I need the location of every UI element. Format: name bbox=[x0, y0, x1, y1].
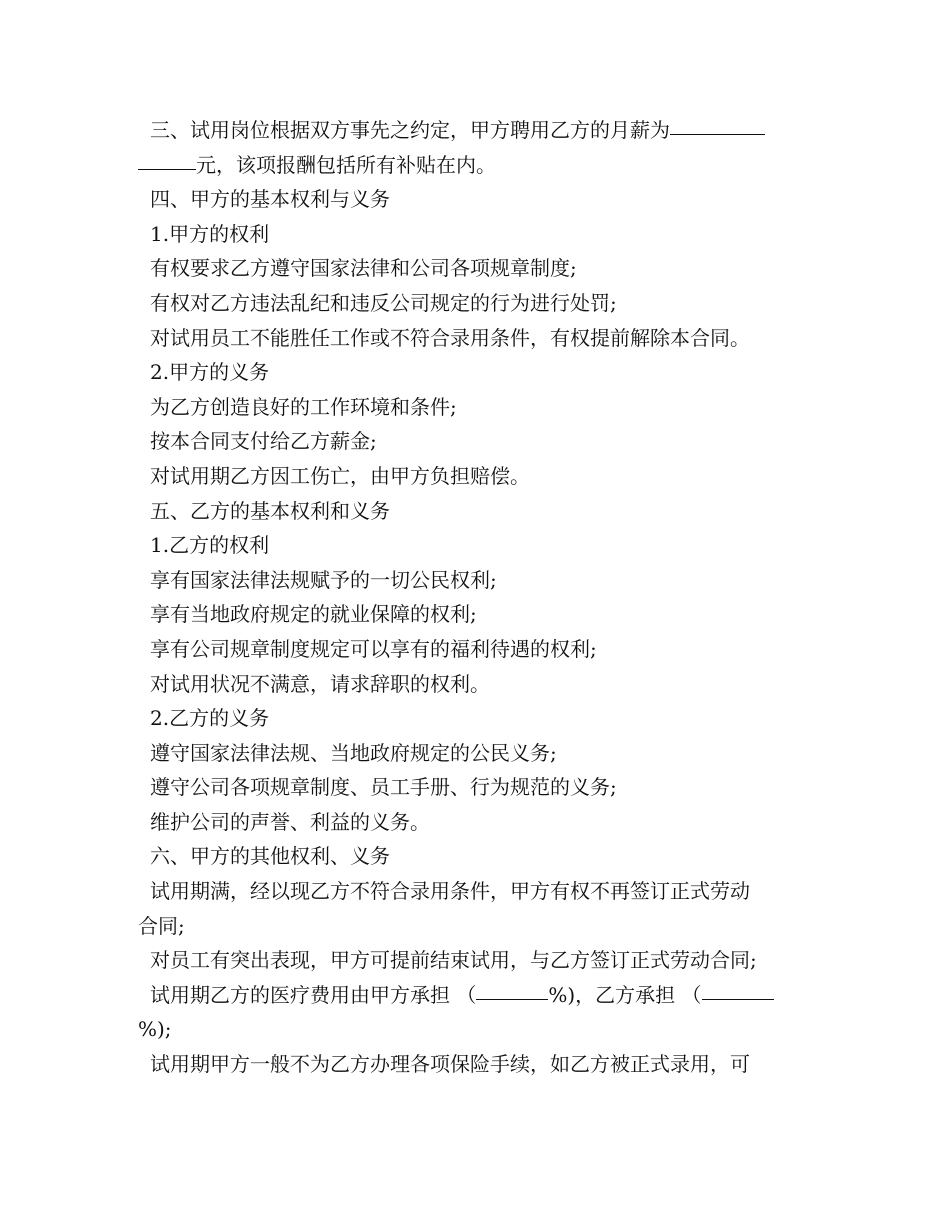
insurance-clause-line: 试用期甲方一般不为乙方办理各项保险手续，如乙方被正式录用，可 bbox=[150, 1052, 750, 1077]
party-b-percent-blank bbox=[702, 979, 774, 1000]
medical-cost-line-1 bbox=[138, 978, 813, 1013]
salary-blank-part-1 bbox=[670, 114, 765, 135]
party-a-duty-item: 为乙方创造良好的工作环境和条件; bbox=[150, 394, 457, 419]
subheading-party-a-duties: 2.甲方的义务 bbox=[150, 360, 270, 385]
section-heading-5: 五、乙方的基本权利和义务 bbox=[150, 498, 390, 523]
section-heading-6: 六、甲方的其他权利、义务 bbox=[150, 844, 390, 869]
party-b-right-item: 享有公司规章制度规定可以享有的福利待遇的权利; bbox=[150, 636, 597, 661]
party-a-right-item: 对试用员工不能胜任工作或不符合录用条件，有权提前解除本合同。 bbox=[150, 325, 750, 350]
medical-cost-text-b: %)，乙方承担 （ bbox=[548, 982, 702, 1007]
subheading-party-b-duties: 2.乙方的义务 bbox=[150, 706, 270, 731]
party-a-percent-blank bbox=[476, 979, 548, 1000]
salary-blank-part-2 bbox=[138, 149, 196, 170]
clause-3-text: 三、试用岗位根据双方事先之约定，甲方聘用乙方的月薪为 bbox=[150, 118, 670, 142]
clause-3-text-cont: 元，该项报酬包括所有补贴在内。 bbox=[196, 152, 496, 177]
party-a-duty-item: 对试用期乙方因工伤亡，由甲方负担赔偿。 bbox=[150, 463, 530, 488]
party-b-duty-item: 维护公司的声誉、利益的义务。 bbox=[150, 809, 430, 834]
party-b-right-item: 享有国家法律法规赋予的一切公民权利; bbox=[150, 567, 497, 592]
other-clause-line-cont: 合同; bbox=[138, 913, 185, 938]
clause-3-salary-line-1 bbox=[138, 113, 813, 148]
subheading-party-a-rights: 1.甲方的权利 bbox=[150, 221, 270, 246]
party-b-right-item: 对试用状况不满意，请求辞职的权利。 bbox=[150, 671, 490, 696]
party-b-duty-item: 遵守国家法律法规、当地政府规定的公民义务; bbox=[150, 740, 557, 765]
party-b-right-item: 享有当地政府规定的就业保障的权利; bbox=[150, 602, 477, 627]
party-a-right-item: 有权对乙方违法乱纪和违反公司规定的行为进行处罚; bbox=[150, 290, 617, 315]
subheading-party-b-rights: 1.乙方的权利 bbox=[150, 533, 270, 558]
document-body bbox=[138, 113, 813, 1082]
medical-cost-text-a: 试用期乙方的医疗费用由甲方承担 （ bbox=[150, 982, 477, 1007]
other-clause-line: 试用期满，经以现乙方不符合录用条件，甲方有权不再签订正式劳动 bbox=[150, 879, 750, 904]
section-heading-4: 四、甲方的基本权利与义务 bbox=[150, 187, 390, 212]
clause-3-salary-line-2 bbox=[138, 148, 813, 183]
party-a-right-item: 有权要求乙方遵守国家法律和公司各项规章制度; bbox=[150, 256, 577, 281]
party-a-duty-item: 按本合同支付给乙方薪金; bbox=[150, 429, 377, 454]
party-b-duty-item: 遵守公司各项规章制度、员工手册、行为规范的义务; bbox=[150, 775, 617, 800]
other-clause-line: 对员工有突出表现，甲方可提前结束试用，与乙方签订正式劳动合同; bbox=[150, 948, 757, 973]
medical-cost-line-2: %); bbox=[138, 1017, 172, 1042]
